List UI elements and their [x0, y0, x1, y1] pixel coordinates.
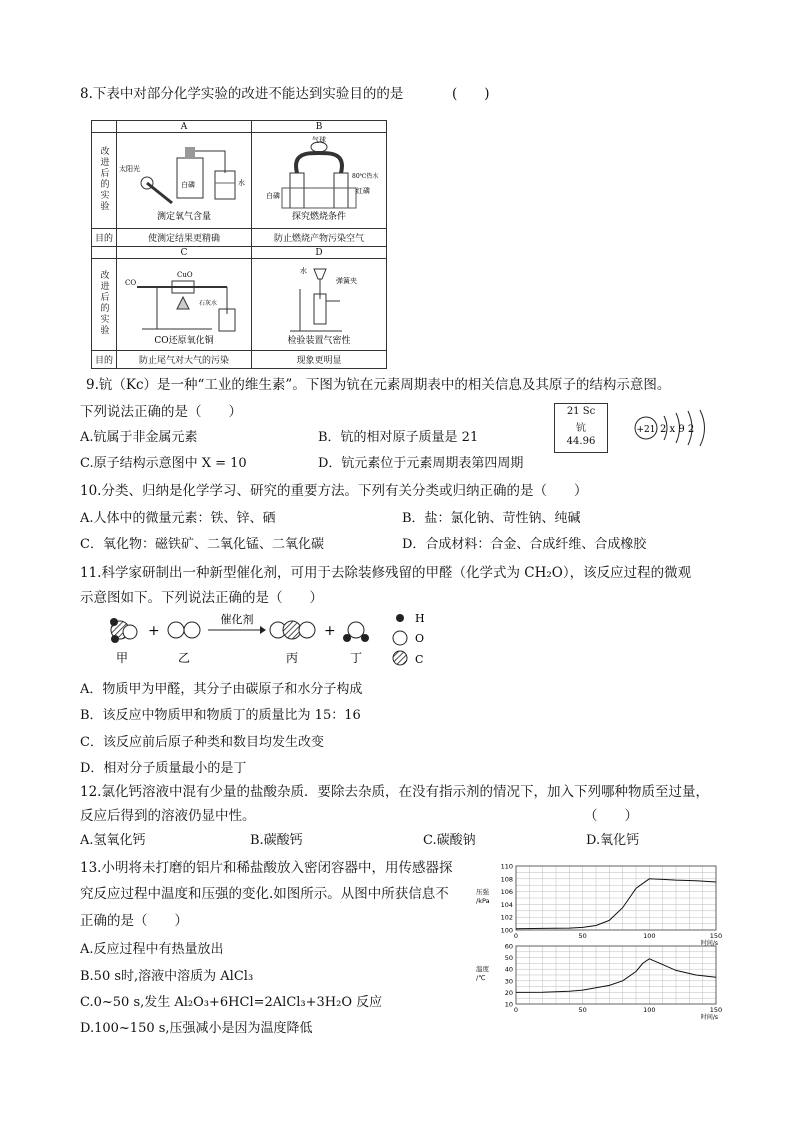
label-b-balloon: 气球: [312, 136, 326, 144]
x-tick-label: 50: [578, 932, 587, 940]
y-tick-label: 20: [504, 988, 513, 997]
col-d: D: [252, 247, 387, 259]
q11-stem-1: 11.科学家研制出一种新型催化剂，可用于去除装修残留的甲醛（化学式为 CH₂O），该反应过程的微观: [80, 565, 692, 581]
name-yi: 乙: [177, 651, 191, 665]
q9-option-b: B．钪的相对原子质量是 21: [318, 430, 479, 445]
col-b: B: [252, 121, 387, 133]
name-ding: 丁: [349, 651, 363, 665]
element-name: 钪: [576, 423, 586, 434]
legend-c: C: [415, 653, 424, 666]
y-tick-label: 110: [500, 862, 513, 871]
x-tick-label: 100: [643, 932, 656, 940]
row-label-goal-2: 目的: [92, 351, 117, 369]
label-b-white-p: 白磷: [266, 192, 280, 200]
col-c: C: [117, 247, 252, 259]
y-tick-label: 40: [504, 965, 513, 974]
x-tick-label: 0: [513, 932, 519, 940]
series-line: [516, 959, 716, 993]
y-axis-unit: /℃: [476, 974, 486, 982]
y-tick-label: 60: [504, 942, 513, 951]
x-tick-label: 100: [643, 1006, 656, 1014]
q10-option-a: A.人体中的微量元素：铁、锌、硒: [80, 511, 276, 526]
q11-option-c: C．该反应前后原子种类和数目均发生改变: [80, 735, 324, 750]
goal-c: 防止尾气对大气的污染: [117, 351, 252, 369]
q11-option-d: D．相对分子质量最小的是丁: [80, 761, 247, 776]
q12-paren: （ ）: [584, 808, 638, 824]
apparatus-b: [252, 133, 386, 225]
q9-option-a: A.钪属于非金属元素: [80, 430, 198, 445]
x-tick-label: 50: [578, 1006, 587, 1014]
label-d-clip: 弹簧夹: [336, 277, 357, 285]
q10-stem: 10.分类、归纳是化学学习、研究的重要方法。下列有关分类或归纳正确的是（ ）: [80, 483, 588, 499]
q12-stem-1: 12.氯化钙溶液中混有少量的盐酸杂质．要除去杂质，在没有指示剂的情况下，加入下列哪种物质至过量，: [80, 784, 709, 800]
series-line: [516, 879, 716, 929]
col-a: A: [117, 121, 252, 133]
q12-stem-2: 反应后得到的溶液仍显中性。: [80, 808, 256, 824]
q10-option-b: B．盐：氯化钠、苛性钠、纯碱: [402, 511, 581, 526]
q11-option-a: A．物质甲为甲醛，其分子由碳原子和水分子构成: [80, 682, 363, 697]
temperature-chart: [474, 940, 724, 1022]
row-label-goal-1: 目的: [92, 229, 117, 247]
x-tick-label: 150: [709, 932, 723, 940]
x-axis-label: 时间/s: [700, 1014, 718, 1021]
svg-text:+: +: [148, 623, 160, 639]
q13-option-b: B.50 s时,溶液中溶质为 AlCl₃: [80, 969, 254, 984]
q12-option-c: C.碳酸钠: [423, 833, 476, 848]
label-b-red-p: 红磷: [356, 187, 370, 195]
q13-option-c: C.0~50 s,发生 Al₂O₃+6HCl=2AlCl₃+3H₂O 反应: [80, 995, 383, 1010]
caption-d: 检验装置气密性: [287, 336, 351, 346]
pressure-chart: [474, 858, 724, 946]
element-number-symbol: 21 Sc: [566, 406, 596, 417]
q13-option-d: D.100~150 s,压强减小是因为温度降低: [80, 1021, 313, 1036]
label-d-water: 水: [300, 267, 307, 275]
q12-option-b: B.碳酸钙: [250, 833, 303, 848]
q9-stem-1: 9.钪（Kc）是一种“工业的维生素”。下图为钪在元素周期表中的相关信息及其原子的结构示意图。: [86, 377, 671, 393]
label-a-sun: 太阳光: [119, 165, 140, 173]
q10-option-c: C．氧化物：磁铁矿、二氧化锰、二氧化碳: [80, 537, 324, 552]
apparatus-a: [117, 133, 251, 225]
q13-stem-1: 13.小明将未打磨的铝片和稀盐酸放入密闭容器中，用传感器探: [80, 860, 453, 876]
label-a-water: 水: [238, 179, 245, 187]
legend-h: H: [415, 612, 425, 625]
label-b-water: 80℃热水: [352, 173, 379, 180]
q12-option-d: D.氧化钙: [586, 833, 640, 848]
y-tick-label: 50: [504, 954, 513, 963]
q13-stem-3: 正确的是（ ）: [80, 913, 188, 929]
reaction-diagram: [100, 610, 450, 668]
y-tick-label: 106: [500, 888, 513, 897]
atom-structure-diagram: [632, 408, 722, 448]
element-card: [554, 403, 608, 453]
caption-b: 探究燃烧条件: [291, 212, 347, 222]
legend-o: O: [415, 632, 425, 645]
element-mass: 44.96: [566, 436, 596, 447]
apparatus-c: [117, 259, 251, 347]
goal-b: 防止燃烧产物污染空气: [252, 229, 387, 247]
x-tick-label: 150: [709, 1006, 723, 1014]
q8-paren: ( ): [452, 86, 490, 102]
caption-c: CO还原氧化铜: [154, 336, 214, 346]
q12-option-a: A.氢氧化钙: [80, 833, 146, 848]
q13-stem-2: 究反应过程中温度和压强的变化.如图所示。从图中所获信息不: [80, 886, 449, 902]
catalyst-label: 催化剂: [220, 613, 254, 626]
q8-stem: 8.下表中对部分化学实验的改进不能达到实验目的的是: [80, 86, 404, 102]
x-tick-label: 0: [513, 1006, 519, 1014]
y-axis-unit: /kPa: [476, 897, 490, 905]
y-tick-label: 102: [500, 913, 513, 922]
q10-option-d: D．合成材料：合金、合成纤维、合成橡胶: [402, 537, 647, 552]
y-tick-label: 100: [500, 926, 513, 935]
q13-option-a: A.反应过程中有热量放出: [80, 942, 224, 957]
label-c-co: CO: [125, 279, 137, 287]
q9-option-d: D．钪元素位于元素周期表第四周期: [318, 456, 524, 471]
label-c-cuo: CuO: [177, 271, 193, 279]
q11-stem-2: 示意图如下。下列说法正确的是（ ）: [80, 590, 323, 606]
q11-option-b: B．该反应中物质甲和物质丁的质量比为 15：16: [80, 708, 361, 723]
y-axis-label: 压强: [476, 888, 489, 896]
y-tick-label: 30: [504, 977, 513, 986]
y-tick-label: 10: [504, 1000, 513, 1009]
svg-text:+: +: [324, 623, 336, 639]
name-jia: 甲: [115, 651, 129, 665]
q9-option-c: C.原子结构示意图中 X = 10: [80, 456, 247, 471]
q8-table: [91, 120, 387, 369]
caption-a: 测定氧气含量: [156, 212, 212, 222]
label-a-p: 白磷: [181, 181, 195, 189]
y-tick-label: 104: [500, 900, 513, 909]
q9-stem-2: 下列说法正确的是（ ）: [80, 404, 242, 420]
nucleus-charge: +21: [636, 425, 656, 435]
x-axis-label: 时间/s: [700, 940, 718, 946]
goal-a: 使测定结果更精确: [117, 229, 252, 247]
y-tick-label: 108: [500, 875, 513, 884]
label-c-lime: 石灰水: [199, 300, 218, 307]
y-axis-label: 温度: [476, 965, 489, 973]
row-label-exp: 改进后的实验: [98, 146, 109, 212]
row-label-exp-2: 改进后的实验: [98, 270, 109, 336]
name-bing: 丙: [285, 651, 299, 665]
apparatus-d: [252, 259, 386, 347]
goal-d: 现象更明显: [252, 351, 387, 369]
shell-electrons: 2 x 9 2: [660, 424, 695, 435]
